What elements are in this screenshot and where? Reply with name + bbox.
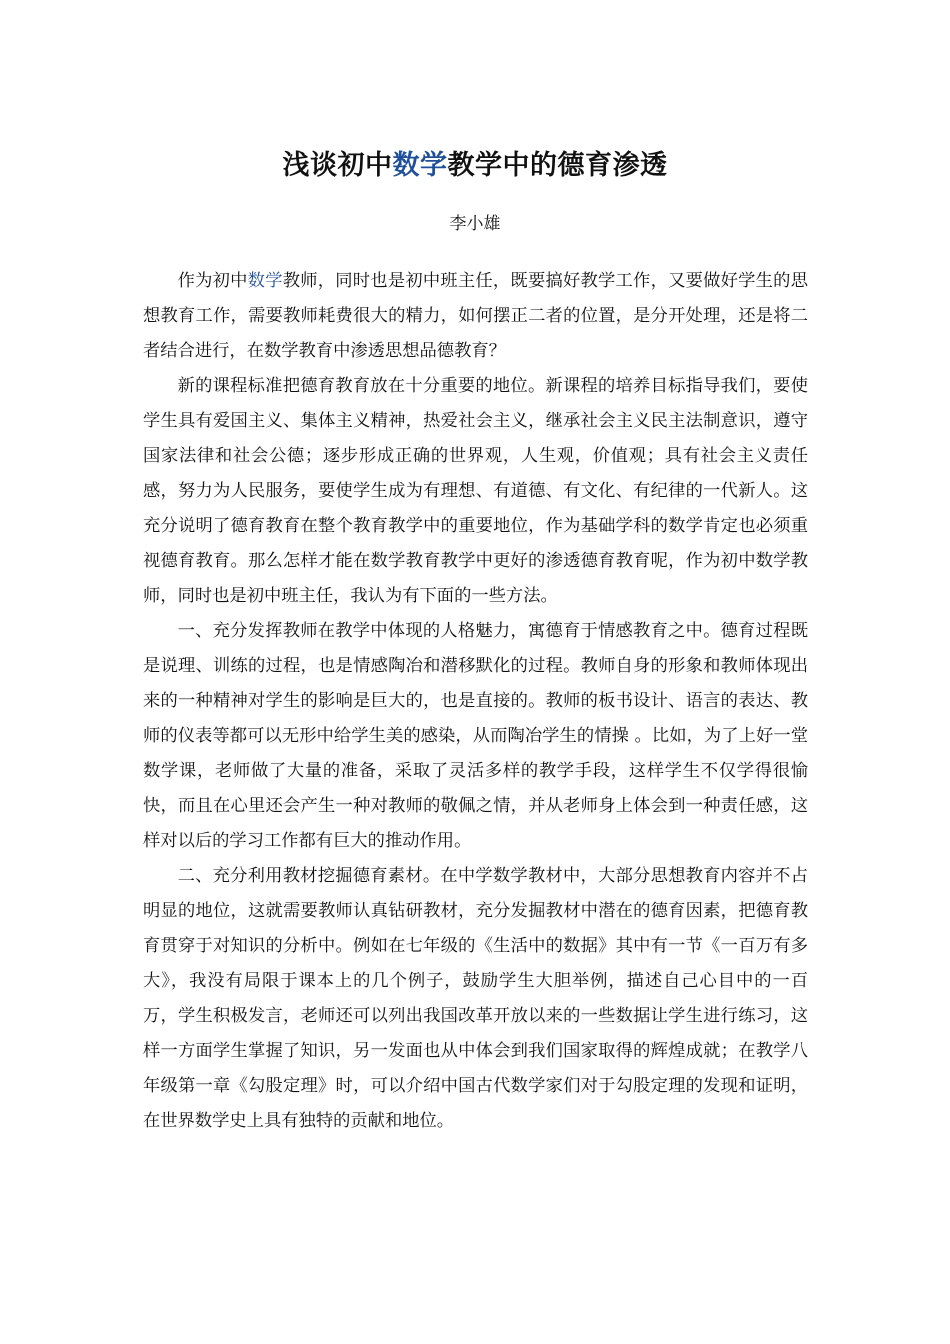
title-prefix: 浅谈初中	[282, 150, 393, 182]
intro-highlight: 数学	[247, 271, 283, 291]
article-body	[143, 264, 808, 1139]
intro-suffix: 教师，同时也是初中班主任，既要搞好教学工作，又要做好学生的思想教育工作，需要教师耗费很大的精力，如何摆正二者的位置，是分开处理，还是将二者结合进行，在数学教育中渗透思想品德教育？	[143, 271, 808, 361]
author-name: 李小雄	[449, 214, 501, 234]
paragraph: 一、充分发挥教师在教学中体现的人格魅力，寓德育于情感教育之中。德育过程既是说理、训练的过程，也是情感陶冶和潜移默化的过程。教师自身的形象和教师体现出来的一种精神对学生的影响是巨大的，也是直接的。教师的板书设计、语言的表达、教师的仪表等都可以无形中给学生美的感染，从而陶冶学生的情操 。比如，为了上好一堂数学课，老师做了大量的准备，采取了灵活多样的教学手段，这样学生不仅学得很愉快，而且在心里还会产生一种对教师的敬佩之情，并从老师身上体会到一种责任感，这样对以后的学习工作都有巨大的推动作用。	[143, 621, 808, 851]
title-highlight: 数学	[392, 150, 448, 182]
intro-prefix: 作为初中	[177, 271, 248, 291]
title-suffix: 教学中的德育渗透	[447, 150, 668, 182]
paragraph-intro	[143, 264, 808, 369]
page-title	[0, 146, 950, 186]
paragraph: 新的课程标准把德育教育放在十分重要的地位。新课程的培养目标指导我们，要使学生具有爱国主义、集体主义精神，热爱社会主义，继承社会主义民主法制意识，遵守国家法律和社会公德；逐步形成正确的世界观，人生观，价值观；具有社会主义责任感，努力为人民服务，要使学生成为有理想、有道德、有文化、有纪律的一代新人。这充分说明了德育教育在整个教育教学中的重要地位，作为基础学科的数学肯定也必须重视德育教育。那么怎样才能在数学教育教学中更好的渗透德育教育呢，作为初中数学教师，同时也是初中班主任，我认为有下面的一些方法。	[143, 376, 808, 606]
paragraph: 二、充分利用教材挖掘德育素材。在中学数学教材中，大部分思想教育内容并不占明显的地位，这就需要教师认真钻研教材，充分发掘教材中潜在的德育因素，把德育教育贯穿于对知识的分析中。例如在七年级的《生活中的数据》其中有一节《一百万有多大》，我没有局限于课本上的几个例子，鼓励学生大胆举例，描述自己心目中的一百万，学生积极发言，老师还可以列出我国改革开放以来的一些数据让学生进行练习，这样一方面学生掌握了知识，另一发面也从中体会到我们国家取得的辉煌成就；在教学八年级第一章《勾股定理》时，可以介绍中国古代数学家们对于勾股定理的发现和证明，在世界数学史上具有独特的贡献和地位。	[143, 866, 808, 1131]
